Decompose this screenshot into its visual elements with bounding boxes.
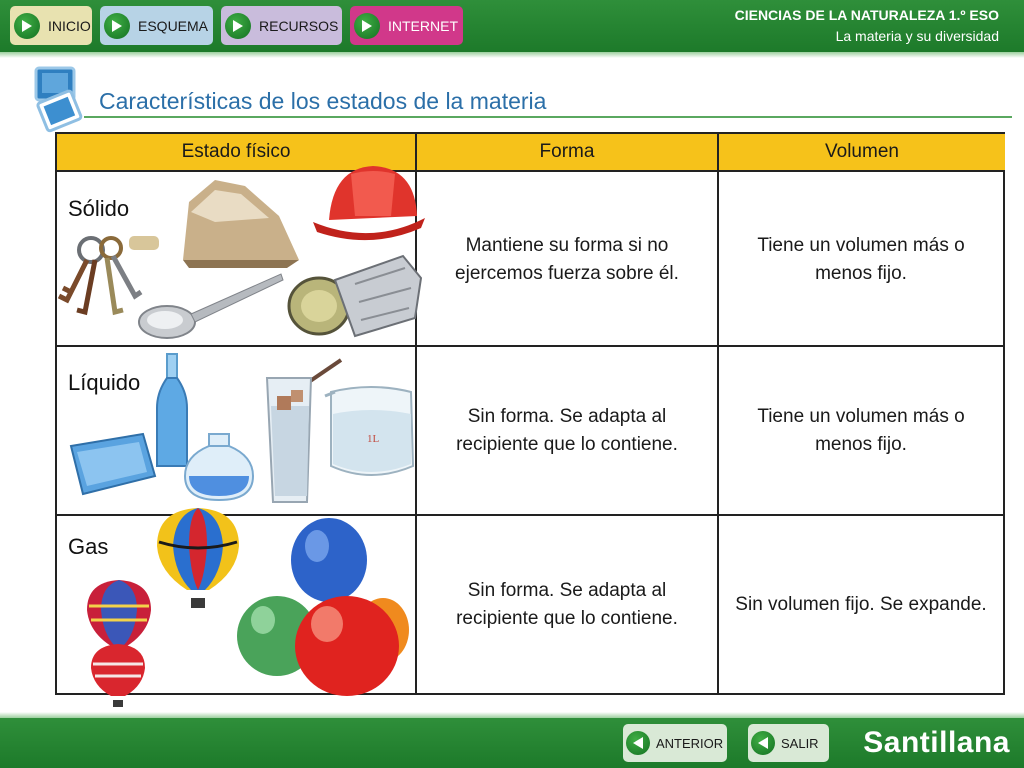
recursos-label: RECURSOS: [259, 17, 339, 34]
play-icon: [354, 13, 380, 39]
water-tray-image: [69, 430, 157, 500]
hot-air-balloon-large-image: [153, 506, 243, 614]
salir-label: SALIR: [781, 735, 819, 751]
forma-liquido: Sin forma. Se adapta al recipiente que lo contiene.: [456, 405, 678, 455]
anterior-button[interactable]: [623, 724, 727, 762]
forma-solido: Mantiene su forma si no ejercemos fuerza sobre él.: [455, 234, 679, 284]
publisher-logo: Santillana: [863, 726, 1010, 759]
header-volumen: Volumen: [719, 134, 1005, 172]
play-icon: [104, 13, 130, 39]
top-bar-fade: [0, 52, 1024, 58]
forma-gas: Sin forma. Se adapta al recipiente que lo contiene.: [456, 579, 678, 629]
back-arrow-icon: [626, 731, 650, 755]
hot-air-balloon-small-image: [89, 642, 147, 708]
states-table: [55, 132, 1005, 695]
state-solido: Sólido: [68, 196, 130, 221]
esquema-button[interactable]: [100, 6, 213, 45]
volumen-gas: Sin volumen fijo. Se expande.: [735, 593, 987, 615]
title-divider: [84, 116, 1012, 118]
exit-arrow-icon: [751, 731, 775, 755]
toy-balloons-image: [233, 516, 413, 698]
internet-button[interactable]: [350, 6, 463, 45]
internet-label: INTERNET: [388, 17, 458, 34]
inicio-label: INICIO: [48, 17, 91, 34]
volumen-liquido: Tiene un volumen más o menos fijo.: [757, 405, 965, 455]
page-title: Características de los estados de la materia: [99, 88, 547, 114]
state-gas: Gas: [68, 534, 109, 559]
header-forma: Forma: [417, 134, 719, 172]
helmet-image: [311, 160, 427, 246]
anterior-label: ANTERIOR: [656, 735, 724, 751]
crushed-can-image: [285, 248, 425, 340]
course-title: CIENCIAS DE LA NATURALEZA 1.º ESO: [734, 7, 999, 23]
round-flask-image: [183, 432, 255, 502]
jug-label: 1L: [367, 433, 380, 445]
play-icon: [14, 13, 40, 39]
unit-subtitle: La materia y su diversidad: [835, 28, 999, 44]
play-icon: [225, 13, 251, 39]
slides-icon: [33, 66, 83, 136]
measuring-jug-image: [323, 384, 419, 484]
esquema-label: ESQUEMA: [138, 17, 209, 34]
spoon-image: [137, 268, 287, 346]
header-estado: Estado físico: [57, 134, 417, 172]
salir-button[interactable]: [748, 724, 829, 762]
recursos-button[interactable]: [221, 6, 342, 45]
state-liquido: Líquido: [68, 370, 141, 395]
volumen-solido: Tiene un volumen más o menos fijo.: [757, 234, 965, 284]
inicio-button[interactable]: [10, 6, 92, 45]
